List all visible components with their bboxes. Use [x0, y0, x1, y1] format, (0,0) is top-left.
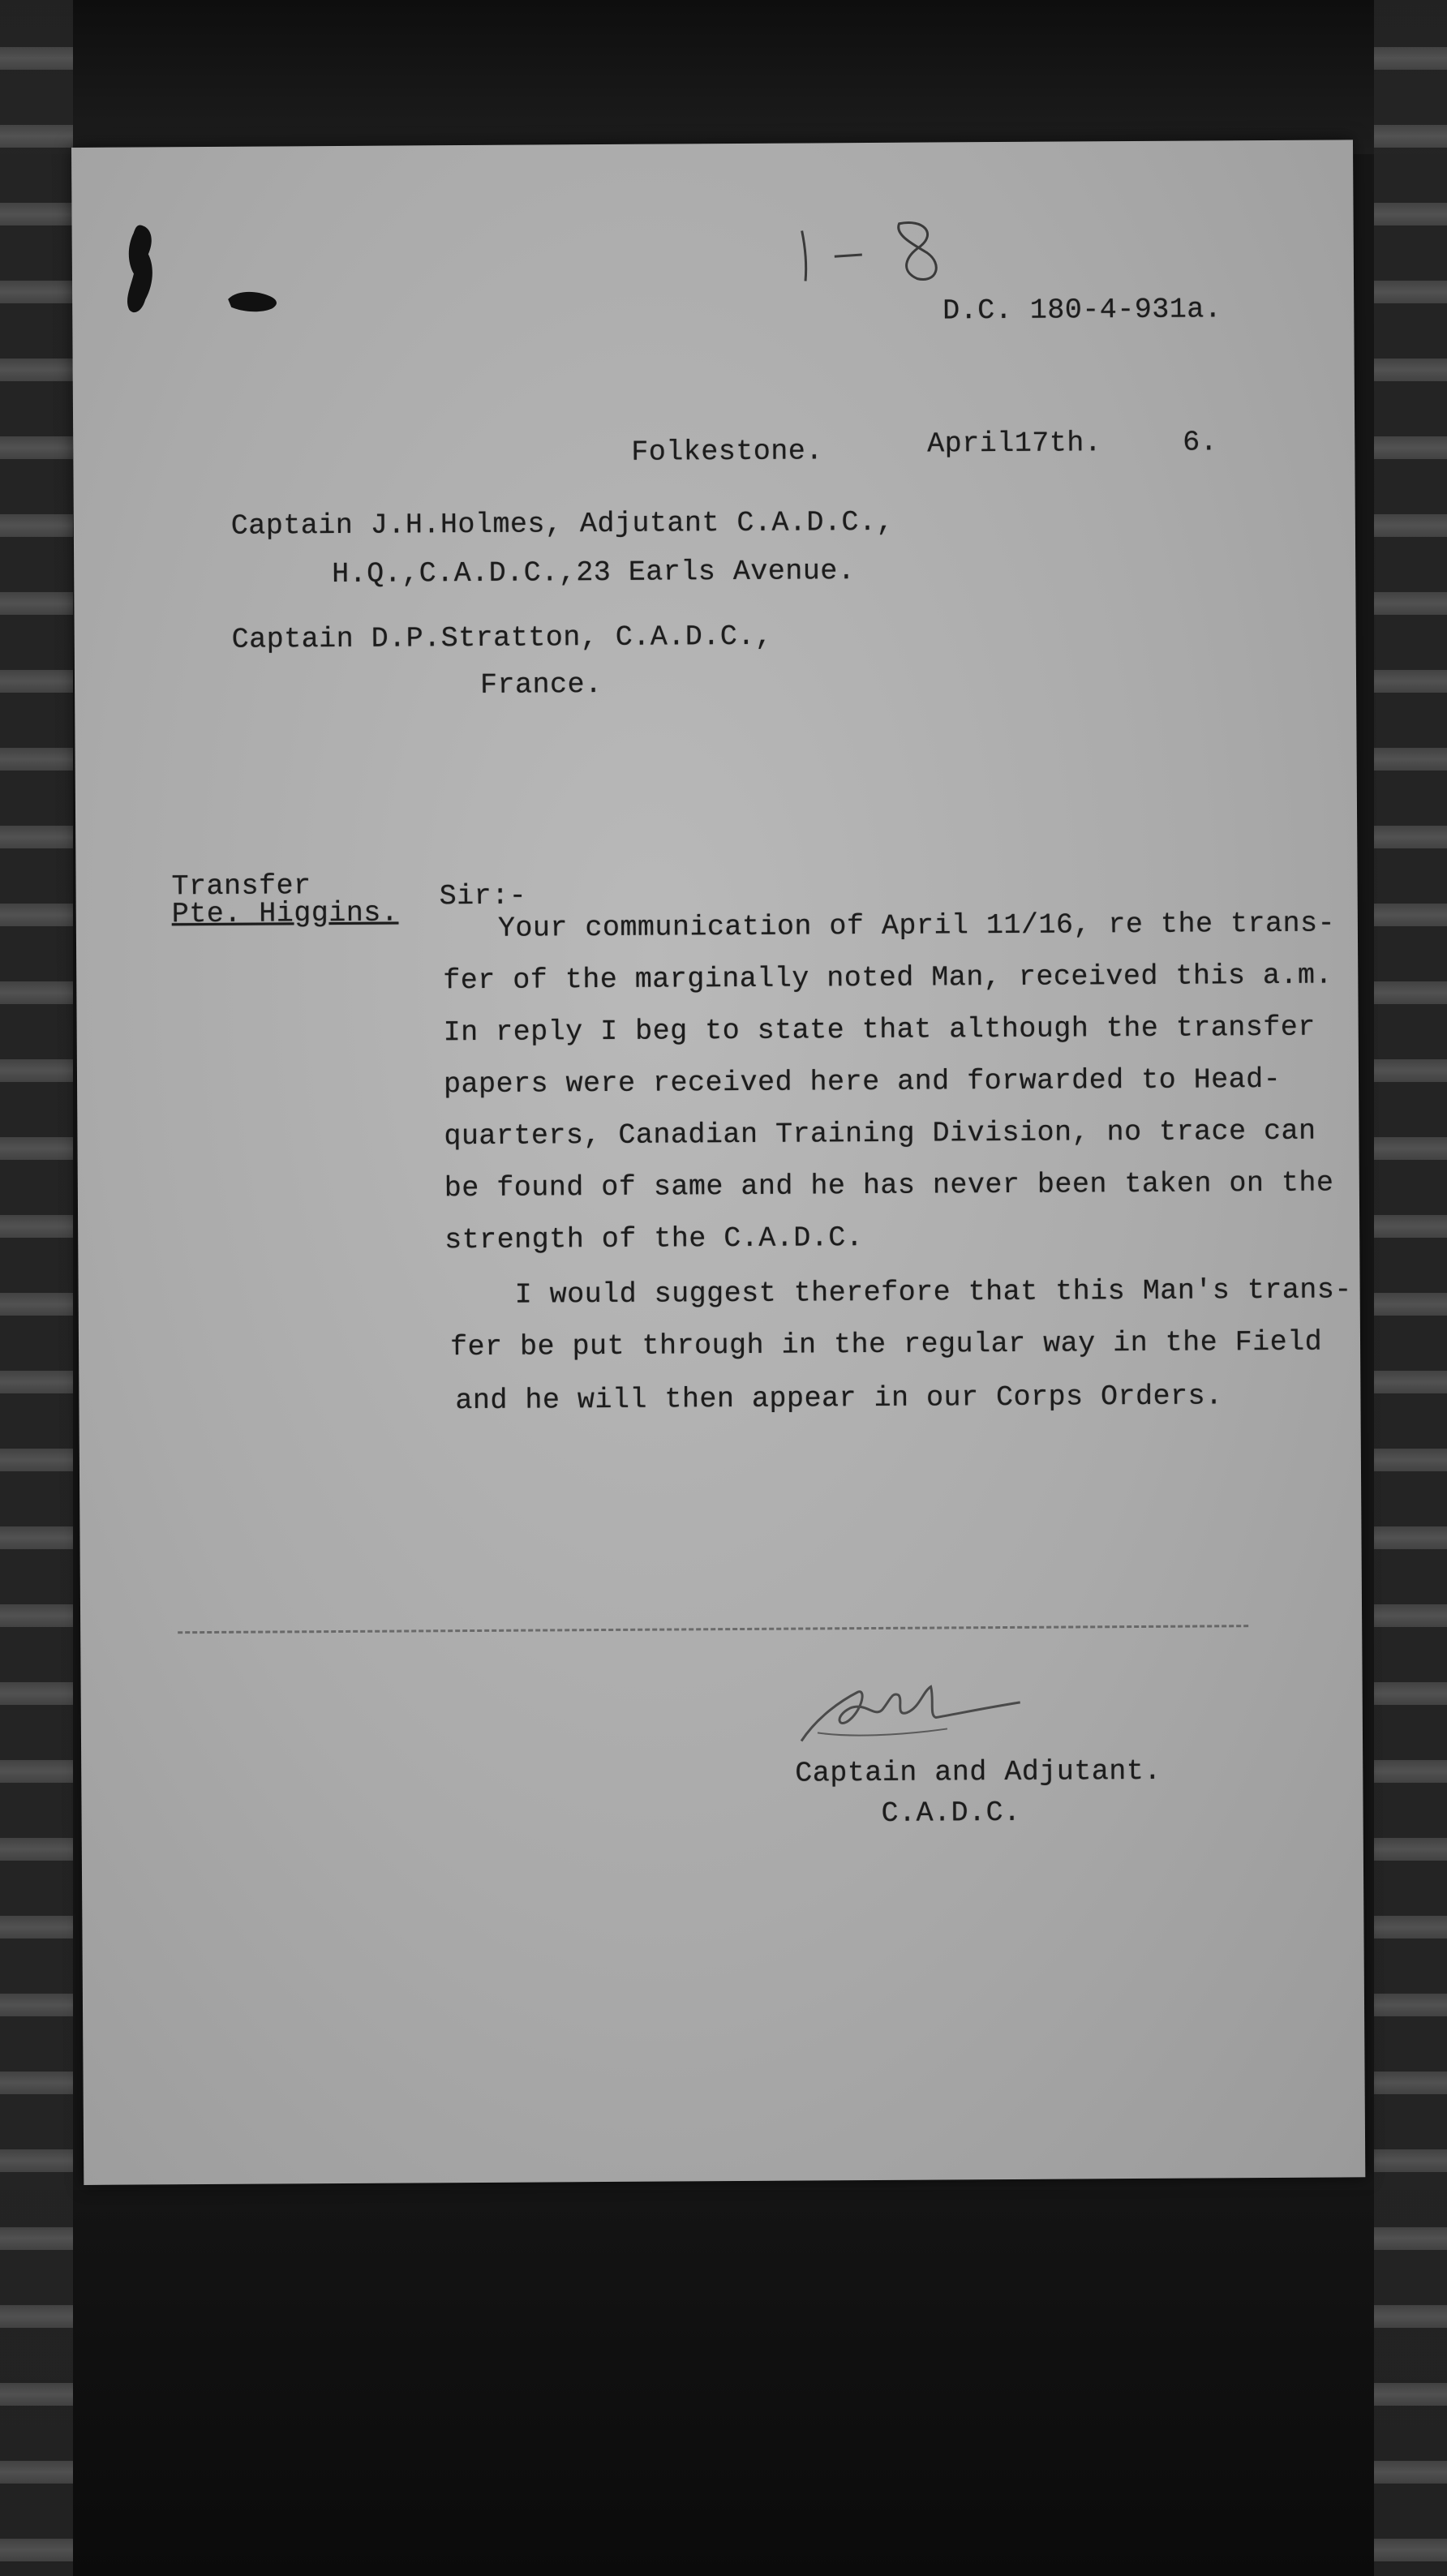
film-edge-left: [0, 0, 73, 2576]
margin-note-subject: Transfer: [171, 869, 311, 904]
body-line: strength of the C.A.D.C.: [444, 1221, 864, 1257]
body-line: quarters, Canadian Training Division, no trace can: [444, 1114, 1316, 1153]
letter-date: April17th.: [927, 427, 1102, 461]
handwritten-signature: [784, 1667, 1028, 1758]
body-line: fer be put through in the regular way in the Field: [449, 1325, 1323, 1364]
body-line: fer of the marginally noted Man, received this a.m.: [443, 959, 1333, 998]
addressee-line-3: Captain D.P.Stratton, C.A.D.C.,: [231, 620, 773, 656]
addressee-line-4: France.: [479, 668, 603, 702]
body-line: I would suggest therefore that this Man's trans-: [514, 1273, 1352, 1312]
signature-title: Captain and Adjutant.: [795, 1754, 1161, 1790]
body-line: In reply I beg to state that although the transfer: [443, 1011, 1316, 1050]
document-reference: D.C. 180-4-931a.: [942, 293, 1222, 328]
film-edge-right: [1374, 0, 1447, 2576]
letter-page: [71, 140, 1365, 2185]
ink-blot-mark: [122, 221, 159, 319]
body-line: be found of same and he has never been taken on the: [444, 1166, 1334, 1205]
letter-year-digit: 6.: [1183, 426, 1218, 459]
handwritten-folio-note: [778, 213, 957, 287]
addressee-line-1: Captain J.H.Holmes, Adjutant C.A.D.C.,: [230, 505, 895, 543]
film-top-shadow: [0, 0, 1447, 154]
letter-place: Folkestone.: [631, 435, 823, 469]
salutation: Sir:-: [439, 879, 527, 913]
body-line: Your communication of April 11/16, re the trans-: [497, 907, 1336, 945]
body-line: and he will then appear in our Corps Orders.: [455, 1380, 1223, 1418]
signature-corps: C.A.D.C.: [881, 1796, 1021, 1830]
addressee-line-2: H.Q.,C.A.D.C.,23 Earls Avenue.: [332, 555, 856, 591]
film-bottom-shadow: [0, 2190, 1447, 2576]
margin-note-name: Pte. Higgins.: [171, 896, 399, 931]
fold-line: [178, 1625, 1248, 1637]
ink-smudge-mark: [225, 284, 281, 316]
body-line: papers were received here and forwarded to Head-: [443, 1063, 1282, 1101]
